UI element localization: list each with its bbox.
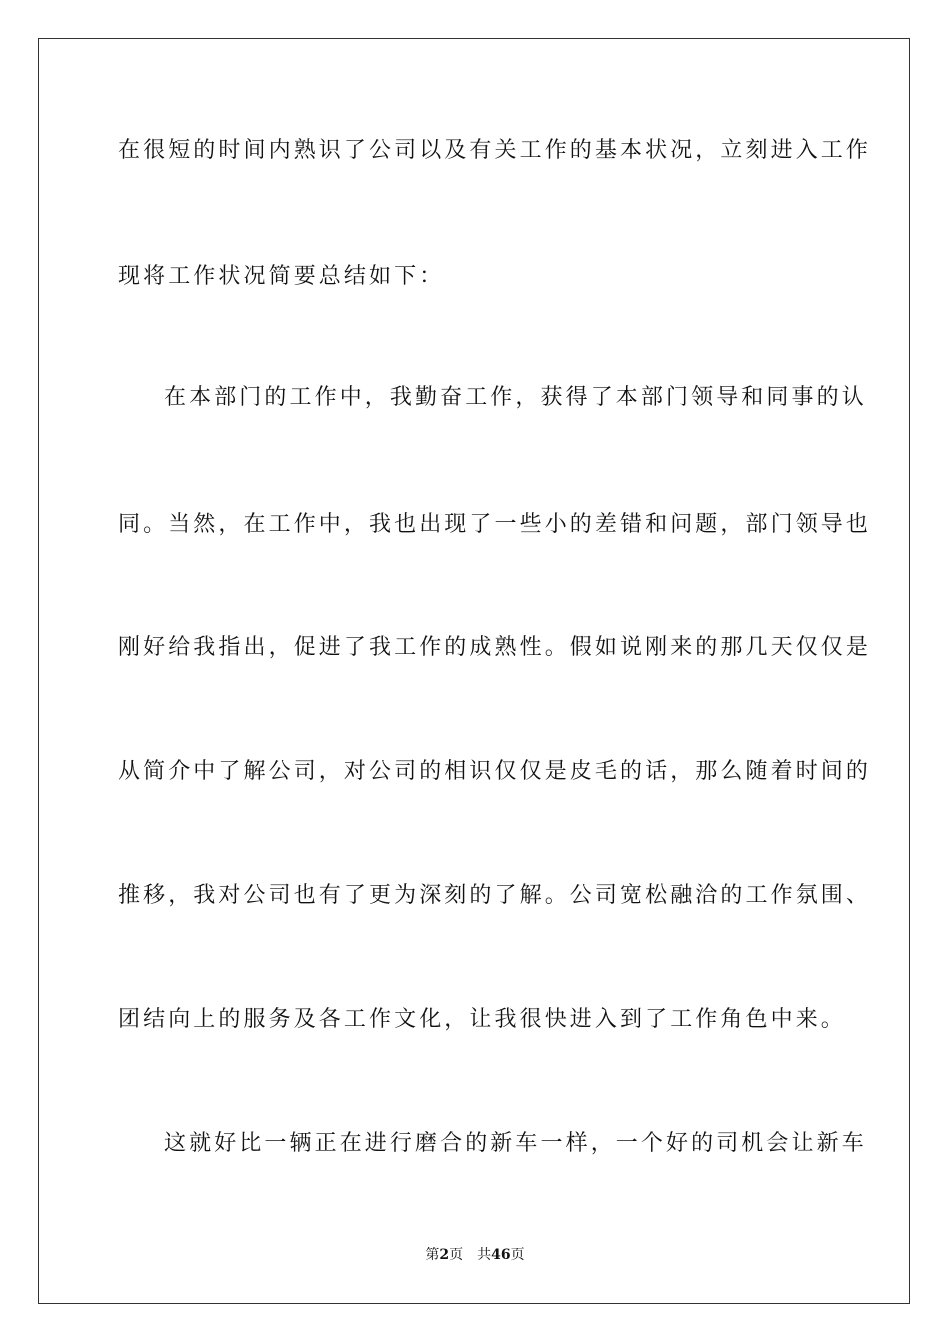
text-line-4: 同。当然，在工作中，我也出现了一些小的差错和问题，部门领导也 <box>118 512 872 537</box>
text-line-9: 这就好比一辆正在进行磨合的新车一样，一个好的司机会让新车 <box>164 1131 867 1156</box>
text-line-8: 团结向上的服务及各工作文化，让我很快进入到了工作角色中来。 <box>118 1007 846 1032</box>
total-pages: 46 <box>491 1247 511 1263</box>
text-line-2: 现将工作状况简要总结如下： <box>118 264 445 289</box>
text-line-5: 刚好给我指出，促进了我工作的成熟性。假如说刚来的那几天仅仅是 <box>118 635 872 660</box>
text-line-1: 在很短的时间内熟识了公司以及有关工作的基本状况，立刻进入工作 <box>118 138 872 163</box>
page-border <box>38 38 910 1304</box>
text-line-3: 在本部门的工作中，我勤奋工作，获得了本部门领导和同事的认 <box>164 385 867 410</box>
text-line-6: 从简介中了解公司，对公司的相识仅仅是皮毛的话，那么随着时间的 <box>118 759 872 784</box>
text-line-7: 推移，我对公司也有了更为深刻的了解。公司宽松融洽的工作氛围、 <box>118 883 872 908</box>
page-footer <box>0 1245 950 1265</box>
page-number: 2 <box>439 1247 450 1263</box>
page-prefix: 第 <box>425 1247 440 1263</box>
total-suffix: 页 <box>510 1247 525 1263</box>
total-prefix: 共 <box>477 1247 492 1263</box>
page-suffix: 页 <box>449 1247 464 1263</box>
